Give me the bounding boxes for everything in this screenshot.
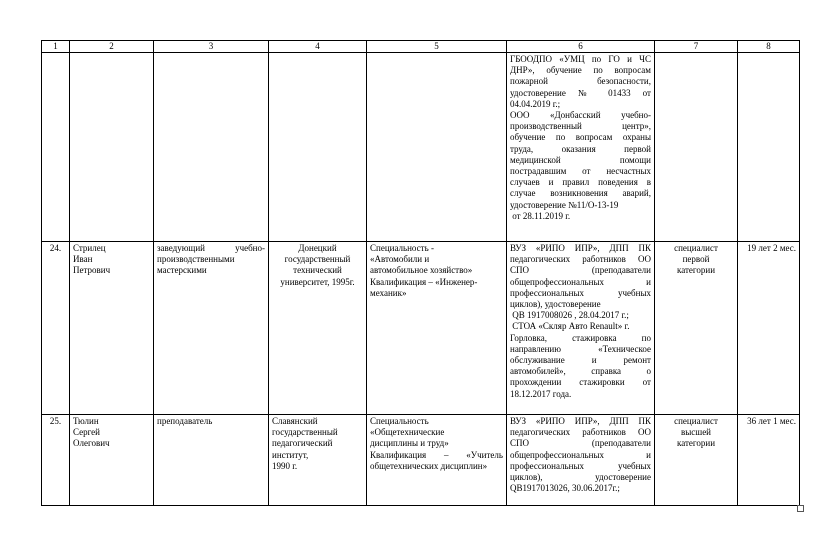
education-cell [269,242,367,415]
text-line: категории [676,265,716,276]
category-cell [655,53,738,242]
text-line: специалист [674,243,718,253]
text-line: педагогических работников ОО [510,254,651,265]
text-line: ВУЗ «РИПО ИПР», ДПП ПК [510,416,651,426]
text-line: дисциплины и труд» [370,438,449,449]
text-line: труда, оказания первой [510,143,651,154]
table-row [42,242,800,415]
text-line: циклов), удостоверение [510,299,601,310]
text-line: профессиональных учебных [510,287,651,298]
text-line: общетехнических дисциплин» [370,460,488,471]
text-line: педагогический [272,438,333,449]
text-line: технический [293,265,342,276]
text-line: прохождении стажировки от [510,377,651,388]
text-line: Славянский [272,416,318,426]
text-line: случаев и правил поведения в [510,177,651,188]
text-line: производственный центр», [510,121,651,132]
experience-cell [738,53,800,242]
text-line: ВУЗ «РИПО ИПР», ДПП ПК [510,243,651,253]
text-line: Специальность [370,416,429,426]
training-cell [507,415,655,506]
text-line: пожарной безопасности, [510,76,651,87]
experience-cell: 19 лет 2 мес. [738,242,800,415]
text-line: «Общетехнические [370,427,445,438]
position-cell [154,242,269,415]
text-line: педагогических работников ОО [510,427,651,438]
name-cell [70,53,154,242]
name-cell [70,242,154,415]
text-line: ГБООДПО «УМЦ по ГО и ЧС [510,54,651,64]
text-line: Донецкий [298,243,337,253]
num-cell: 25. [42,415,70,506]
header-cell: 4 [269,41,367,53]
text-line: от 28.11.2019 г. [510,210,571,221]
text-line: QB1917013026, 30.06.2017г.; [510,483,620,494]
training-cell [507,53,655,242]
header-cell: 3 [154,41,269,53]
position-cell [154,53,269,242]
surname: Тюлин [73,416,99,426]
specialty-cell [367,53,507,242]
specialty-cell [367,415,507,506]
text-line: 1990 г. [272,460,298,471]
patronymic: Петрович [73,265,111,276]
text-line: автомобильное хозяйство» [370,265,473,276]
text-line: СТОА «Скляр Авто Renault» г. [510,321,630,332]
text-line: общепрофессиональных и [510,276,651,287]
header-cell: 1 [42,41,70,53]
text-line: ООО «Донбасский учебно- [510,110,651,121]
text-line: циклов), удостоверение [510,472,651,483]
education-cell [269,415,367,506]
experience-cell: 36 лет 1 мес. [738,415,800,506]
text-line: обслуживание и ремонт [510,355,651,366]
text-line: Квалификация – «Инженер- [370,276,478,287]
text-line: СПО (преподаватели [510,438,651,449]
first-name: Сергей [73,427,100,438]
text-line: мастерскими [157,265,207,276]
text-line: пострадавшим от несчастных [510,166,651,177]
text-line: институт, [272,449,309,460]
text-line: специалист [674,416,718,426]
category-cell [655,242,738,415]
surname: Стрилец [73,243,106,253]
header-cell: 2 [70,41,154,53]
text-line: государственный [272,427,338,438]
header-cell: 7 [655,41,738,53]
table-resize-handle[interactable] [797,505,804,512]
first-name: Иван [73,254,93,265]
text-line: случае возникновения аварий, [510,188,651,199]
text-line: СПО (преподаватели [510,265,651,276]
text-line: общепрофессиональных и [510,449,651,460]
text-line: направлению «Техническое [510,343,651,354]
text-line: производственными [157,254,235,265]
header-cell: 6 [507,41,655,53]
text-line: механик» [370,287,407,298]
name-cell [70,415,154,506]
text-line: QB 1917008026 , 28.04.2017 г.; [510,310,629,321]
patronymic: Олегович [73,438,110,449]
text-line: государственный [284,254,351,265]
text-line: удостоверение №11/О-13-19 [510,199,619,210]
specialty-cell [367,242,507,415]
header-row [42,41,800,53]
num-cell [42,53,70,242]
text-line: ДНР», обучение по вопросам [510,65,651,76]
header-cell: 5 [367,41,507,53]
training-cell [507,242,655,415]
header-cell: 8 [738,41,800,53]
education-cell [269,53,367,242]
num-cell: 24. [42,242,70,415]
text-line: высшей [680,427,712,438]
text-line: первой [682,254,710,265]
text-line: обучение по вопросам охраны [510,132,651,143]
staff-table [41,40,800,506]
text-line: 04.04.2019 г.; [510,98,561,109]
text-line: Специальность - [370,243,434,253]
text-line: категории [676,438,716,449]
text-line: Квалификация – «Учитель [370,449,503,460]
table-row [42,415,800,506]
text-line: автомобилей», справка о [510,366,651,377]
text-line: Горловка, стажировка по [510,332,651,343]
text-line: профессиональных учебных [510,460,651,471]
category-cell [655,415,738,506]
text-line: университет, 1995г. [280,276,355,287]
table-row-continued [42,53,800,242]
position-cell [154,415,269,506]
text-line: «Автомобили и [370,254,430,265]
text-line: 18.12.2017 года. [510,388,572,399]
text-line: медицинской помощи [510,154,651,165]
text-line: преподаватель [157,416,213,426]
text-line: удостоверение № 01433 от [510,87,651,98]
text-line: заведующий учебно- [157,243,265,253]
